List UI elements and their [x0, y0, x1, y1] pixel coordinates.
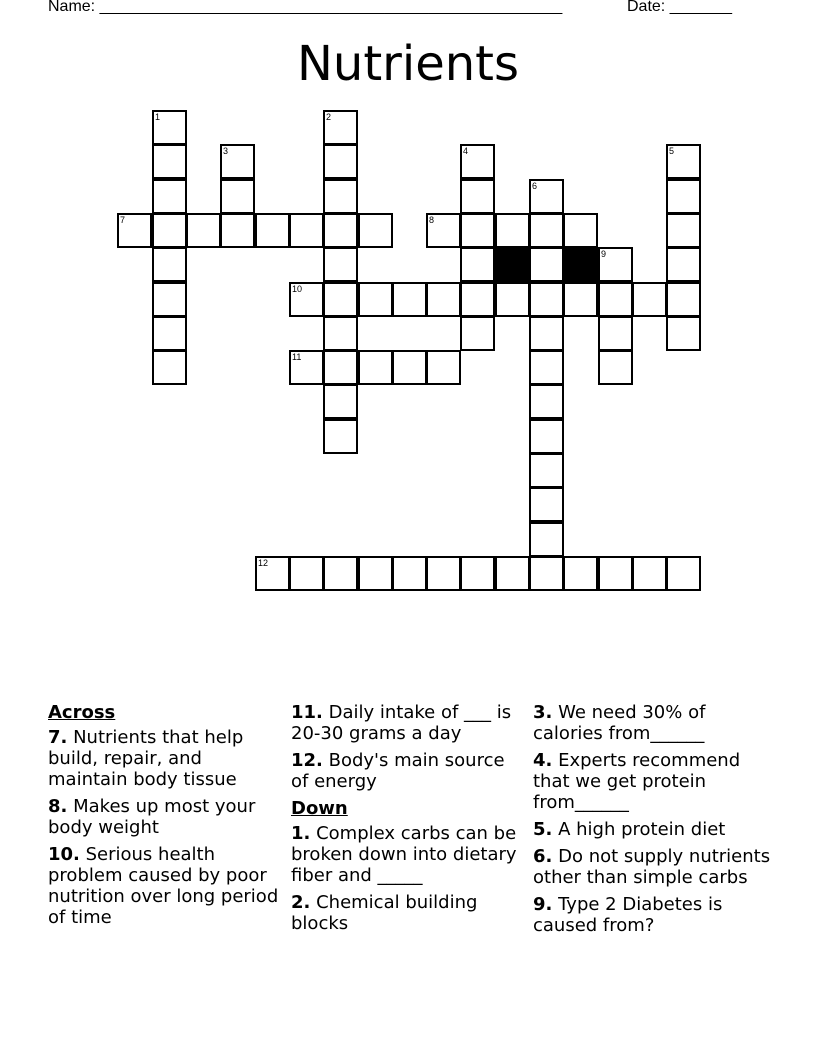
grid-cell[interactable]: [529, 350, 564, 385]
grid-cell[interactable]: [358, 350, 393, 385]
grid-cell[interactable]: [152, 282, 187, 317]
grid-cell[interactable]: [460, 144, 495, 179]
grid-cell[interactable]: [117, 213, 152, 248]
cell-number: 9: [601, 249, 607, 259]
grid-cell[interactable]: [255, 556, 290, 591]
grid-cell[interactable]: [392, 556, 427, 591]
clue-across-11: 11. Daily intake of ___ is 20-30 grams a day: [291, 702, 512, 744]
clue-down-9: 9. Type 2 Diabetes is caused from?: [533, 894, 723, 936]
clue-down-6: 6. Do not supply nutrients other than simple carbs: [533, 846, 771, 888]
cell-number: 1: [155, 112, 161, 122]
grid-cell[interactable]: [529, 453, 564, 488]
grid-cell[interactable]: [323, 247, 358, 282]
clues-column-2: [291, 702, 523, 940]
grid-cell[interactable]: [220, 179, 255, 214]
date-line[interactable]: Date: _______: [627, 0, 732, 15]
grid-cell[interactable]: [358, 282, 393, 317]
grid-cell[interactable]: [426, 282, 461, 317]
clue-down-4: 4. Experts recommend that we get protein from______: [533, 750, 741, 813]
grid-cell[interactable]: [152, 110, 187, 145]
grid-cell[interactable]: [392, 350, 427, 385]
grid-cell[interactable]: [323, 350, 358, 385]
clue-down-5: 5. A high protein diet: [533, 819, 726, 840]
grid-cell[interactable]: [666, 247, 701, 282]
grid-cell[interactable]: [598, 282, 633, 317]
grid-cell[interactable]: [563, 213, 598, 248]
clue-across-10: 10. Serious health problem caused by poor nutrition over long period of time: [48, 844, 279, 928]
grid-cell[interactable]: [460, 213, 495, 248]
grid-cell[interactable]: [529, 522, 564, 557]
cell-number: 6: [532, 181, 538, 191]
grid-cell[interactable]: [289, 282, 324, 317]
cell-number: 8: [429, 215, 435, 225]
grid-cell[interactable]: [323, 556, 358, 591]
across-heading: Across: [48, 702, 116, 723]
cell-number: 12: [258, 558, 269, 568]
grid-cell[interactable]: [495, 556, 530, 591]
grid-cell[interactable]: [220, 144, 255, 179]
grid-cell[interactable]: [323, 316, 358, 351]
grid-cell[interactable]: [426, 350, 461, 385]
grid-cell[interactable]: [323, 419, 358, 454]
clues-column-3: [533, 702, 773, 942]
grid-cell[interactable]: [598, 247, 633, 282]
grid-cell[interactable]: [598, 556, 633, 591]
grid-cell[interactable]: [186, 213, 221, 248]
black-cell: [563, 247, 598, 282]
grid-cell[interactable]: [529, 247, 564, 282]
grid-cell[interactable]: [358, 213, 393, 248]
grid-cell[interactable]: [255, 213, 290, 248]
grid-cell[interactable]: [220, 213, 255, 248]
grid-cell[interactable]: [529, 316, 564, 351]
grid-cell[interactable]: [495, 213, 530, 248]
grid-cell[interactable]: [563, 282, 598, 317]
cell-number: 5: [669, 146, 675, 156]
grid-cell[interactable]: [529, 487, 564, 522]
grid-cell[interactable]: [323, 179, 358, 214]
grid-cell[interactable]: [529, 556, 564, 591]
grid-cell[interactable]: [323, 282, 358, 317]
grid-cell[interactable]: [152, 213, 187, 248]
grid-cell[interactable]: [323, 144, 358, 179]
cell-number: 2: [326, 112, 332, 122]
grid-cell[interactable]: [426, 556, 461, 591]
grid-cell[interactable]: [632, 282, 667, 317]
grid-cell[interactable]: [152, 144, 187, 179]
grid-cell[interactable]: [152, 350, 187, 385]
cell-number: 11: [292, 352, 302, 362]
clue-down-3: 3. We need 30% of calories from______: [533, 702, 706, 744]
grid-cell[interactable]: [632, 556, 667, 591]
grid-cell[interactable]: [289, 350, 324, 385]
grid-cell[interactable]: [666, 179, 701, 214]
cell-number: 10: [292, 284, 303, 294]
grid-cell[interactable]: [495, 282, 530, 317]
grid-cell[interactable]: [666, 316, 701, 351]
grid-cell[interactable]: [358, 556, 393, 591]
grid-cell[interactable]: [460, 179, 495, 214]
grid-cell[interactable]: [598, 350, 633, 385]
clue-across-12: 12. Body's main source of energy: [291, 750, 505, 792]
cell-number: 4: [463, 146, 469, 156]
grid-cell[interactable]: [323, 384, 358, 419]
black-cell: [495, 247, 530, 282]
grid-cell[interactable]: [152, 179, 187, 214]
grid-cell[interactable]: [529, 282, 564, 317]
grid-cell[interactable]: [460, 247, 495, 282]
grid-cell[interactable]: [460, 556, 495, 591]
grid-cell[interactable]: [460, 316, 495, 351]
puzzle-title: Nutrients: [297, 36, 519, 92]
clue-across-8: 8. Makes up most your body weight: [48, 796, 256, 838]
grid-cell[interactable]: [392, 282, 427, 317]
grid-cell[interactable]: [289, 213, 324, 248]
grid-cell[interactable]: [529, 179, 564, 214]
grid-cell[interactable]: [529, 419, 564, 454]
clues-column-1: [48, 702, 284, 934]
clue-across-7: 7. Nutrients that help build, repair, and maintain body tissue: [48, 727, 244, 790]
grid-cell[interactable]: [529, 213, 564, 248]
down-heading: Down: [291, 798, 348, 819]
cell-number: 3: [223, 146, 229, 156]
grid-cell[interactable]: [426, 213, 461, 248]
clue-down-1: 1. Complex carbs can be broken down into dietary fiber and _____: [291, 823, 517, 886]
grid-cell[interactable]: [460, 282, 495, 317]
grid-cell[interactable]: [563, 556, 598, 591]
grid-cell[interactable]: [529, 384, 564, 419]
name-line[interactable]: Name: ____________________________________________________: [48, 0, 563, 15]
grid-cell[interactable]: [323, 213, 358, 248]
grid-cell[interactable]: [666, 282, 701, 317]
grid-cell[interactable]: [598, 316, 633, 351]
grid-cell[interactable]: [666, 144, 701, 179]
grid-cell[interactable]: [323, 110, 358, 145]
clue-down-2: 2. Chemical building blocks: [291, 892, 478, 934]
grid-cell[interactable]: [666, 556, 701, 591]
grid-cell[interactable]: [152, 247, 187, 282]
grid-cell[interactable]: [289, 556, 324, 591]
cell-number: 7: [120, 215, 126, 225]
grid-cell[interactable]: [666, 213, 701, 248]
grid-cell[interactable]: [152, 316, 187, 351]
